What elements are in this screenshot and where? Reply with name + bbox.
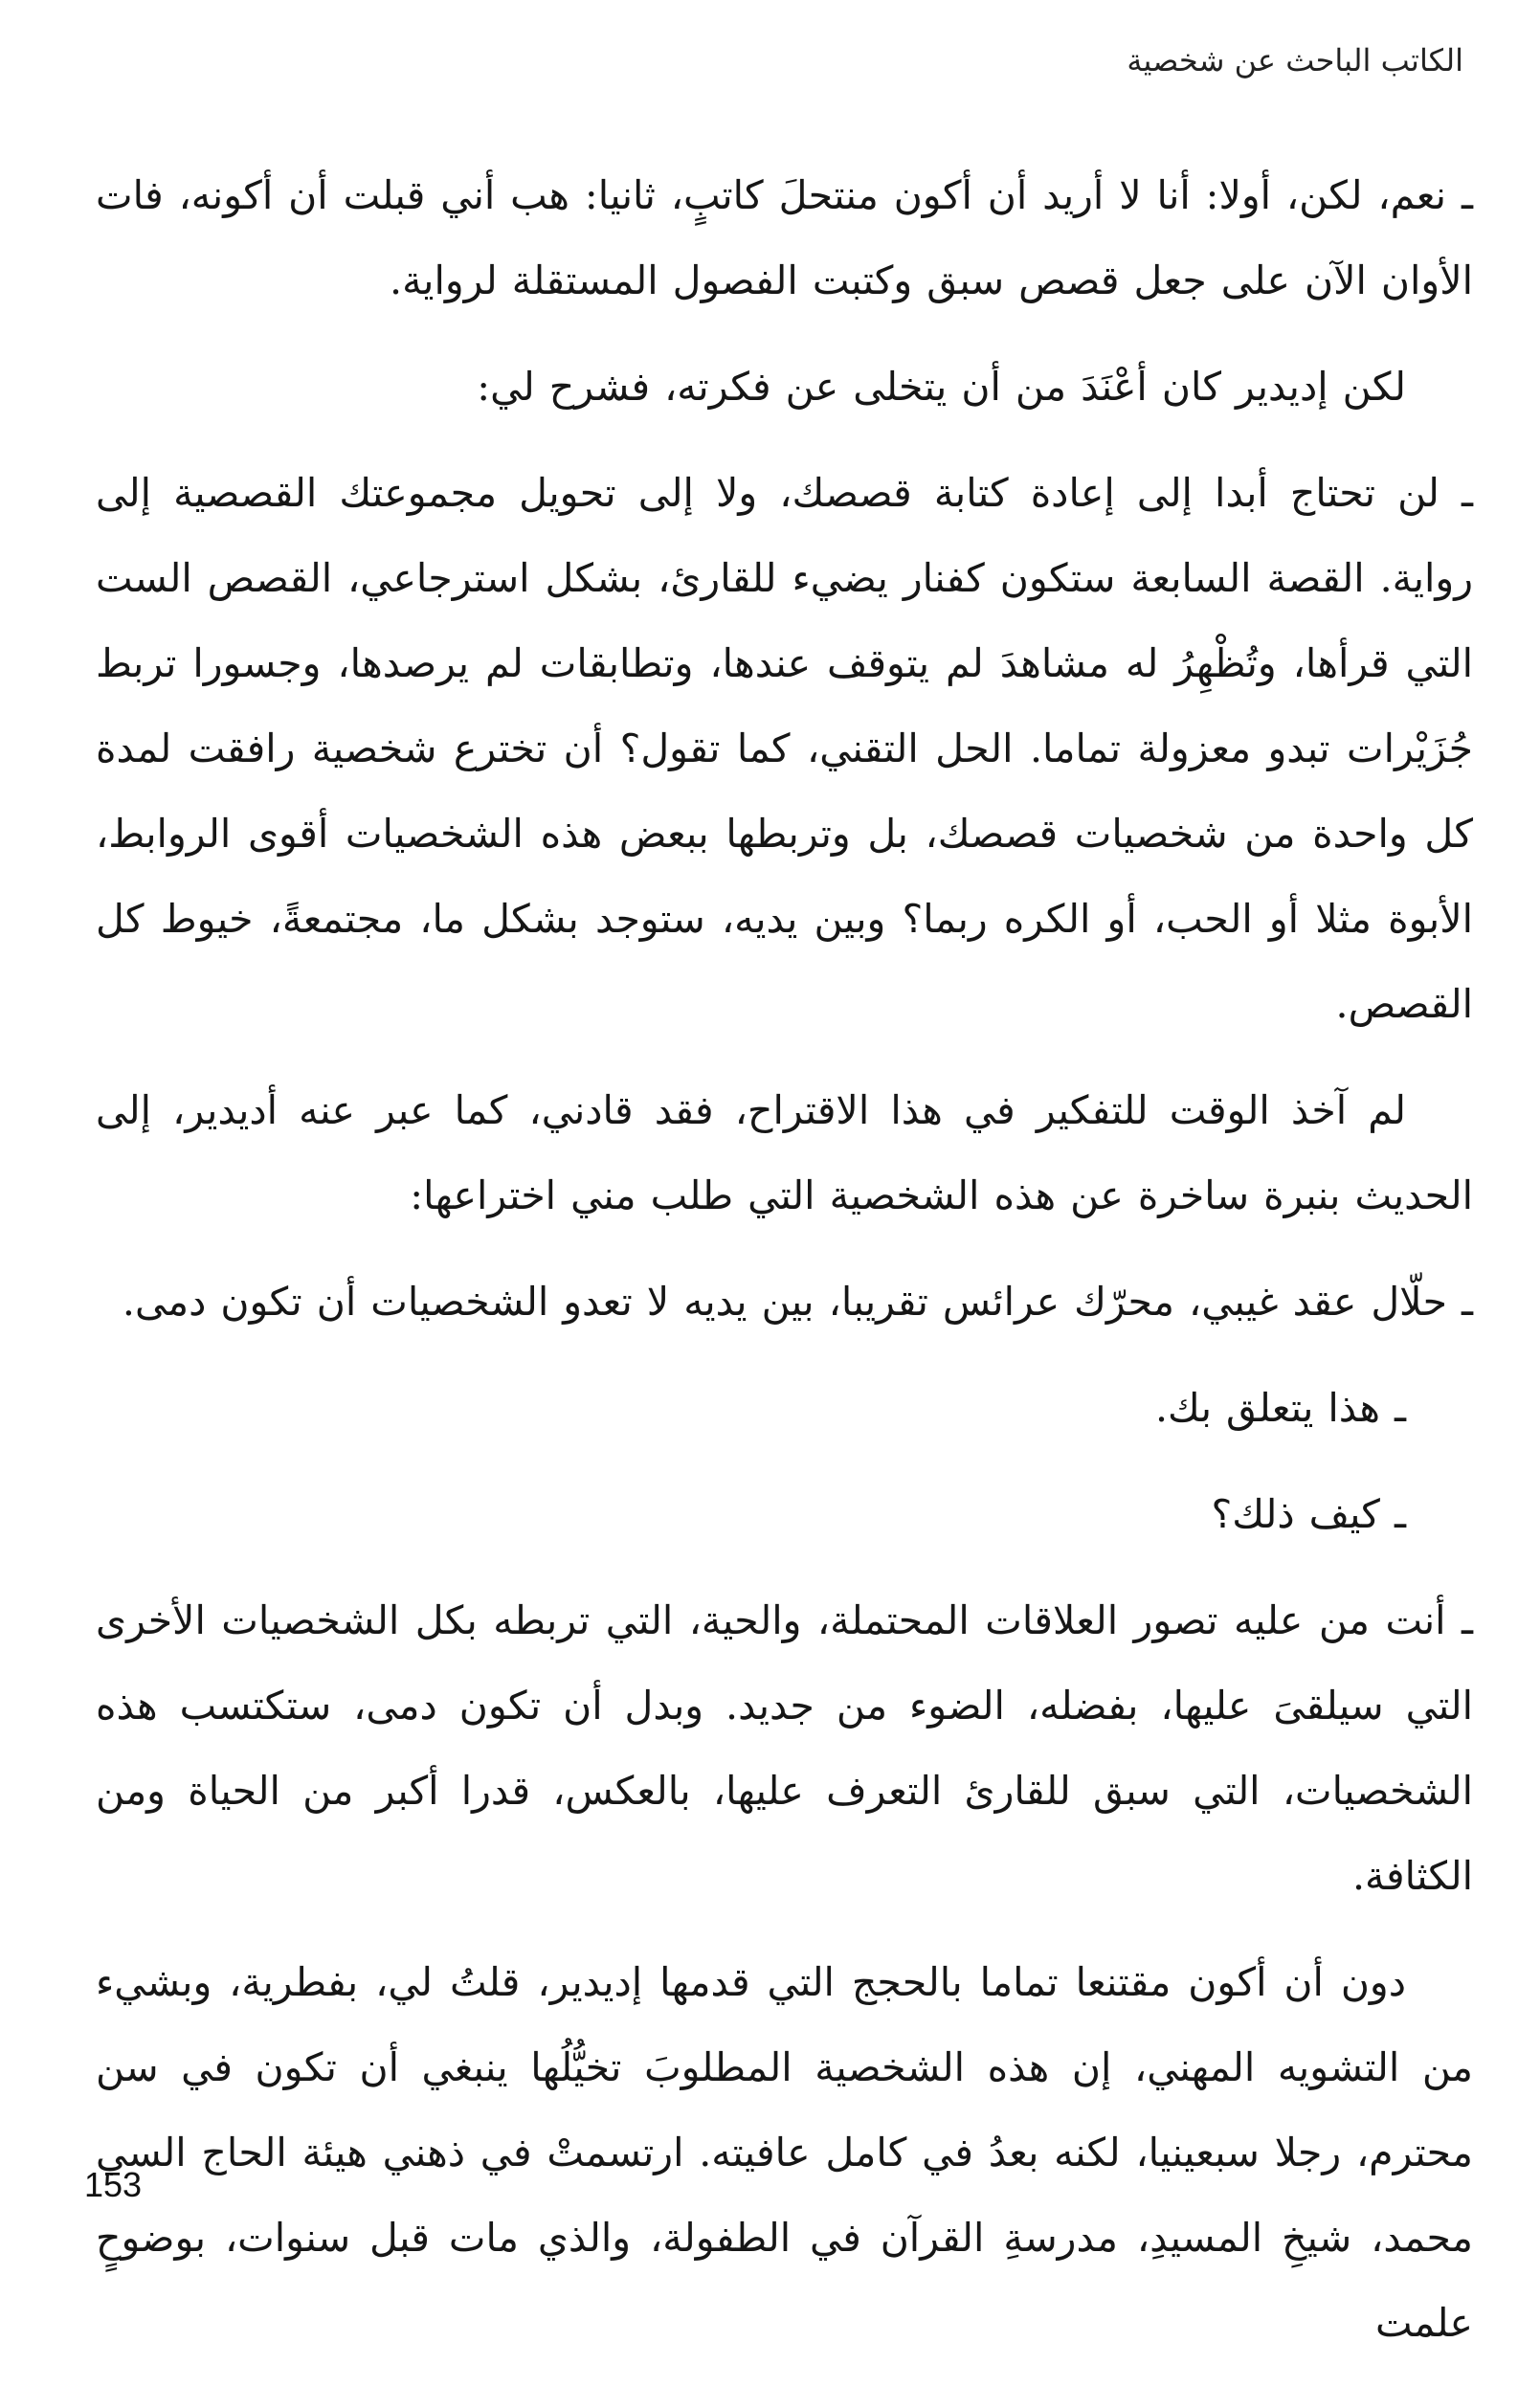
paragraph-narration-1: لكن إديدير كان أعْنَدَ من أن يتخلى عن فكرته، فشرح لي:: [477, 364, 1406, 410]
paragraph-dialogue-6: ـ أنت من عليه تصور العلاقات المحتملة، والحية، التي تربطه بكل الشخصيات الأخرى التي سيلقىَ عليها، بفضله، الضوء من جديد. وبدل أن تكون دمى، ستكتسب هذه الشخصيات، التي سبق للقارئ التعرف عليها، بالعكس، قدرا أكبر من الحياة ومن الكثافة.: [96, 1597, 1473, 1899]
paragraph-narration-3: دون أن أكون مقتنعا تماما بالحجج التي قدمها إديدير، قلتُ لي، بفطرية، وبشيء من التشويه المهني، إن هذه الشخصية المطلوبَ تخيُّلُها ينبغي أن تكون في سن محترم، رجلا سبعينيا، لكنه بعدُ في كامل عافيته. ارتسمتْ في ذهني هيئة الحاج السي محمد، شيخِ المسيدِ، مدرسةِ القرآن في الطفولة، والذي مات قبل سنوات، بوضوحٍ علمت: [96, 1959, 1473, 2346]
paragraph-dialogue-1: ـ نعم، لكن، أولا: أنا لا أريد أن أكون منتحلَ كاتبٍ، ثانيا: هب أني قبلت أن أكونه، فات الأوان الآن على جعل قصص سبق وكتبت الفصول المستقلة لرواية.: [96, 172, 1473, 303]
paragraph-dialogue-3: ـ حلّال عقد غيبي، محرّك عرائس تقريبا، بين يديه لا تعدو الشخصيات أن تكون دمى.: [122, 1279, 1473, 1325]
paragraph-dialogue-2: ـ لن تحتاج أبدا إلى إعادة كتابة قصصك، ولا إلى تحويل مجموعتك القصصية إلى رواية. القصة السابعة ستكون كفنار يضيء للقارئ، بشكل استرجاعي، القصص الست التي قرأها، وتُظْهِرُ له مشاهدَ لم يتوقف عندها، وتطابقات لم يرصدها، وجسورا تربط جُزَيْرات تبدو معزولة تماما. الحل التقني، كما تقول؟ أن تخترع شخصية رافقت لمدة كل واحدة من شخصيات قصصك، بل وتربطها ببعض هذه الشخصيات أقوى الروابط، الأبوة مثلا أو الحب، أو الكره ربما؟ وبين يديه، ستوجد بشكل ما، مجتمعةً، خيوط كل القصص.: [96, 470, 1473, 1027]
paragraph-dialogue-4: ـ هذا يتعلق بك.: [1155, 1385, 1406, 1431]
running-header: الكاتب الباحث عن شخصية: [1127, 42, 1463, 78]
paragraph-narration-2: لم آخذ الوقت للتفكير في هذا الاقتراح، فقد قادني، كما عبر عنه أديدير، إلى الحديث بنبرة ساخرة عن هذه الشخصية التي طلب مني اختراعها:: [96, 1087, 1473, 1218]
body-text: [96, 153, 1473, 2387]
page-number: 153: [84, 2165, 143, 2204]
paragraph-dialogue-5: ـ كيف ذلك؟: [1211, 1491, 1406, 1537]
